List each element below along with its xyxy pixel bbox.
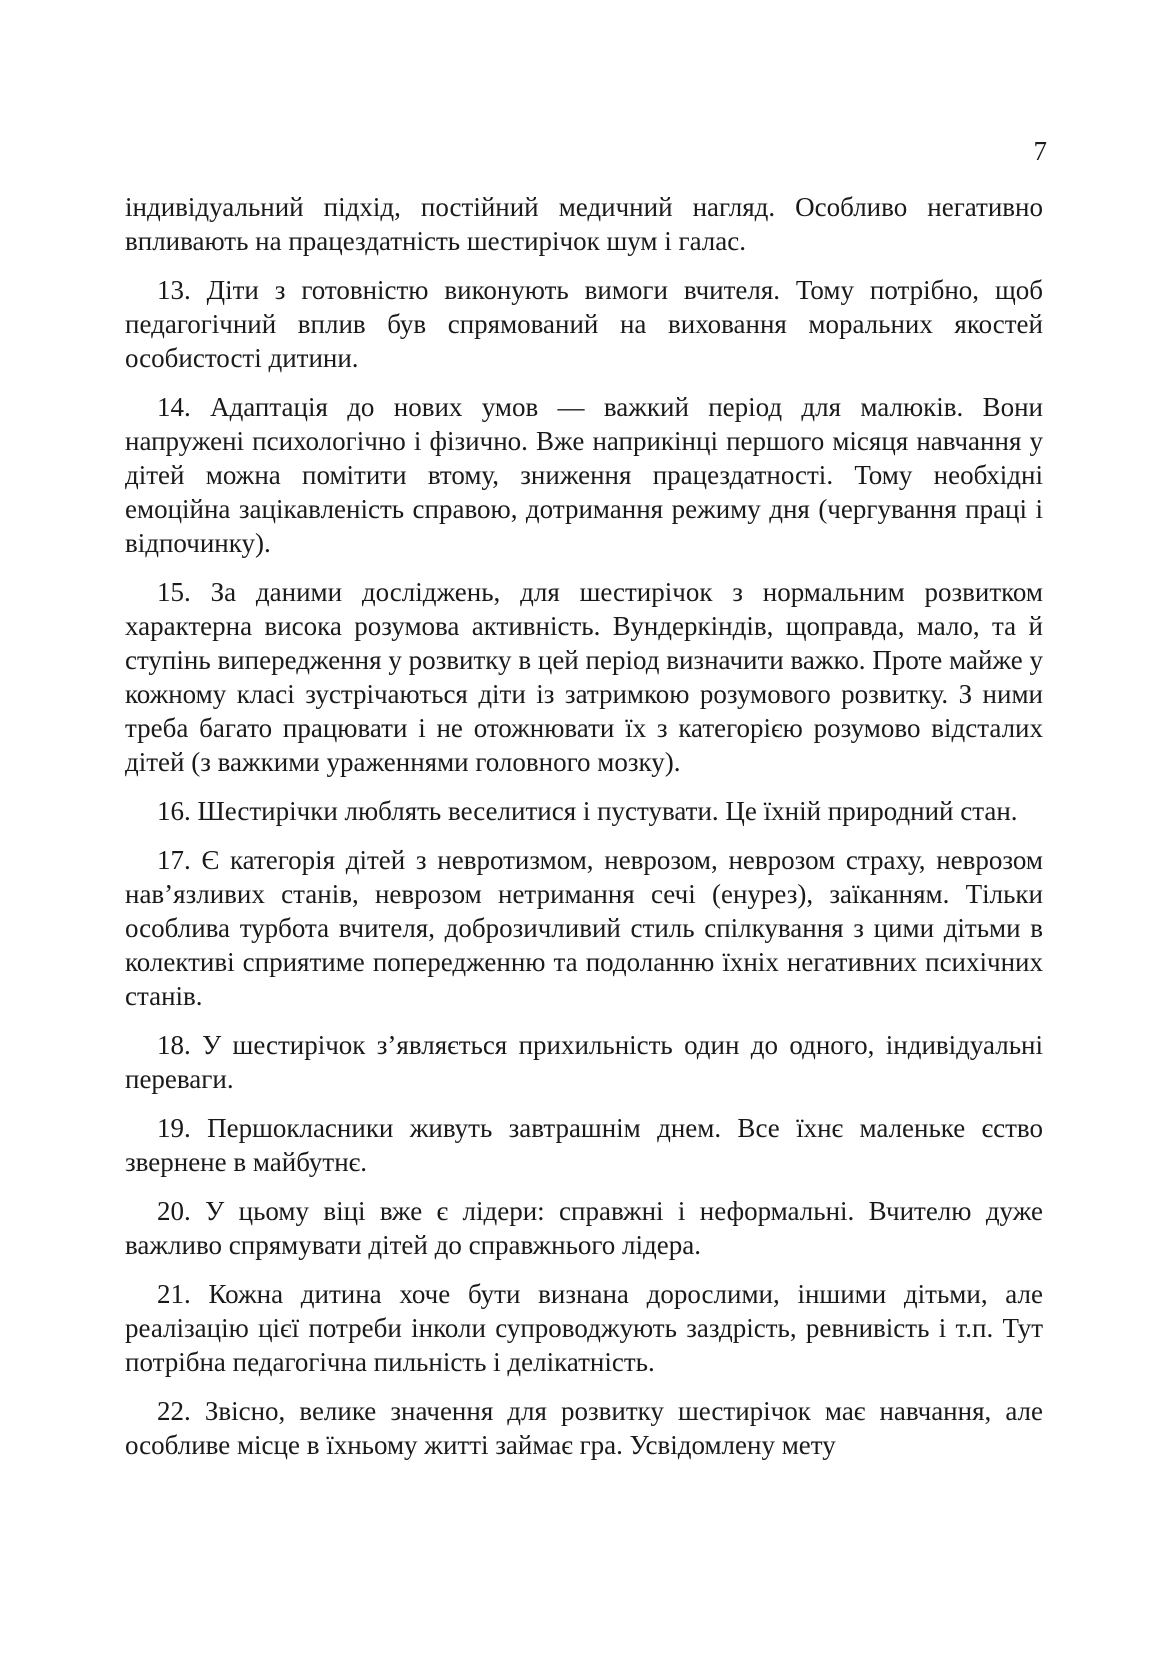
paragraph-21: 21. Кожна дитина хоче бути визнана дорослими, іншими дітьми, але реалізацію цієї потреби інколи супроводжують заздрість, ревнивість і т.п. Тут потрібна педагогічна пильність і делікатність.	[125, 1279, 1043, 1377]
page-number: 7	[1033, 136, 1047, 166]
paragraph-13: 13. Діти з готовністю виконують вимоги вчителя. Тому потрібно, щоб педагогічний вплив був спрямований на виховання моральних якостей особистості дитини.	[125, 275, 1043, 373]
paragraph-16: 16. Шестирічки люблять веселитися і пустувати. Це їхній природний стан.	[157, 796, 1018, 826]
paragraph-22: 22. Звісно, велике значення для розвитку шестирічок має навчання, але особливе місце в їхньому житті займає гра. Усвідомлену мету	[125, 1396, 1043, 1460]
paragraph-20: 20. У цьому віці вже є лідери: справжні і неформальні. Вчителю дуже важливо спрямувати дітей до справжнього лідера.	[125, 1196, 1043, 1260]
paragraph-19: 19. Першокласники живуть завтрашнім днем. Все їхнє маленьке єство звернене в майбутнє.	[125, 1113, 1043, 1177]
paragraph-17: 17. Є категорія дітей з невротизмом, неврозом, неврозом страху, неврозом нав’язливих станів, неврозом нетримання сечі (енурез), заїканням. Тільки особлива турбота вчителя, доброзичливий стиль спілкування з цими дітьми в колективі сприятиме попередженню та подоланню їхніх негативних психічних станів.	[125, 845, 1043, 1011]
paragraph-continued: індивідуальний підхід, постійний медичний нагляд. Особливо негативно впливають на працездатність шестирічок шум і галас.	[125, 192, 1043, 256]
paragraph-18: 18. У шестирічок з’являється прихильність один до одного, індивідуальні переваги.	[125, 1030, 1043, 1094]
paragraph-14: 14. Адаптація до нових умов — важкий період для малюків. Вони напружені психологічно і фізично. Вже наприкінці першого місяця навчання у дітей можна помітити втому, зниження працездатності. Тому необхідні емоційна зацікавленість справою, дотримання режиму дня (чергування праці і відпочинку).	[125, 392, 1043, 558]
page-body	[125, 190, 1043, 1477]
paragraph-15: 15. За даними досліджень, для шестирічок з нормальним розвитком характерна висока розумова активність. Вундеркіндів, щоправда, мало, та й ступінь випередження у розвитку в цей період визначити важко. Проте майже у кожному класі зустрічаються діти із затримкою розумового розвитку. З ними треба багато працювати і не отожнювати їх з категорією розумово відсталих дітей (з важкими ураженнями головного мозку).	[125, 577, 1043, 777]
